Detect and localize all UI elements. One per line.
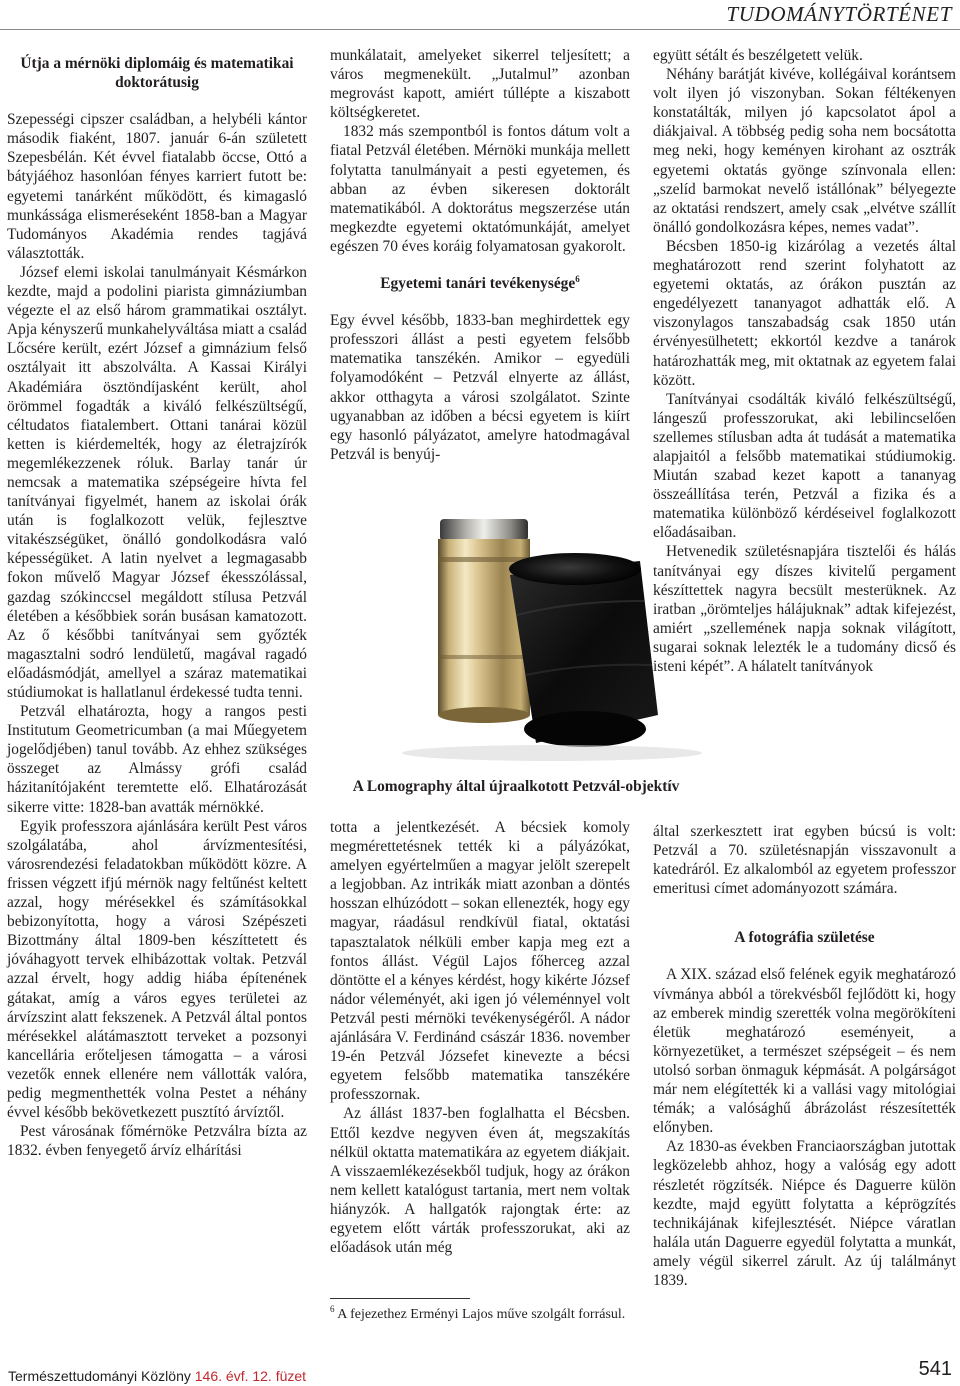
paragraph: A XIX. század első felének egyik meghatározó vívmánya abból a törekvésből fejlődött ki, hogy az emberek mindig szerették volna megörökíteni életük meghatározó eseményeit, a környezetüket, a természet szépségeit – és nem utolsó sorban önmaguk képmását. A polgárságot már nem elégítették ki a vallási vagy mitológiai témák; a valósághű ábrázolást részesítették előnyben. — [653, 966, 956, 1137]
paragraph: együtt sétált és beszélgetett velük. — [653, 47, 863, 64]
paragraph: totta a jelentkezését. A bécsiek komoly megmérettetésnek tették ki a pályázókat, amelyen egyértelműen a magyar jelölt szerepelt a legjobban. Az intrikák miatt azonban a döntés hosszan elhúzódott – sokan ellenezték, hogy egy magyar, ráadásul rendkívül fiatal, oktatási tapasztalatok nélküli ember kapja meg ezt a fontos állást. Végül Lajos főherceg azzal döntötte el a kényes kérdést, hogy kikérte József nádor véleményét, aki igen jó véleménnyel volt Petzvál pesti mérnöki tevékenységéről. A nádor ajánlására V. Ferdinánd császár 1836. november 19-én Petzvál Józsefet kinevezte a bécsi egyetem felsőbb matematika tanszékére professzornak. — [330, 819, 630, 1104]
footnote-rule — [330, 1298, 470, 1299]
column-3-top — [653, 46, 956, 676]
footnote-text: A fejezethez Erményi Lajos műve szolgált forrásul. — [337, 1307, 626, 1322]
paragraph: Néhány barátját kivéve, kollégáival korántsem volt ilyen jó viszonyban. Sokan féltékenyen konstatálták, milyen jó kapcsolatot ápol a diákjaival. A többség pedig soha nem bocsátotta meg neki, hogy keményen kirohant az osztrák egyetemi oktatás gyönge színvonala ellen: „szelíd barmokat nevelő istállónak” bélyegezte az oktatási rendszert, amely csak „elvétve szállít önálló gondolkozásra képes, nemes vadat”. — [653, 66, 956, 236]
journal-title: Természettudományi Közlöny — [8, 1368, 191, 1384]
paragraph: Egy évvel később, 1833-ban meghirdettek egy professzori állást a pesti egyetem felsőbb matematika tanszékén. Amikor – egyedüli folyamodóként – Petzvál elnyerte az állást, akkor otthagyta a városi szolgálatot. Szinte ugyanabban az időben a bécsi egyetem is kiírt egy hasonló pályázatot, amelyre hatodmagával Petzvál is benyúj- — [330, 312, 630, 463]
paragraph: Az 1830-as években Franciaországban jutottak legközelebb ahhoz, hogy a valóság egy adott részletét rögzítsék. Niépce és Daguerre külön kezdte, majd együtt folytatta a képrögzítés technikájának kifejlesztését. Niépce váratlan halála után Daguerre egyedül folytatta a munkát, amely végül sikerrel zárult. Az új találmányt 1839. — [653, 1138, 956, 1289]
footer-journal — [8, 1368, 306, 1384]
paragraph: Tanítványai csodálták kiváló felkészültségű, lángeszű professzorukat, aki lebilincselően szellemes stílusban adta át tudását a matematika alapjaitól a felsőbb matematikai stúdiumokig. Miután szabad kezet kapott a tananyag összeállítása terén, Petzvál a fizika és a matematika különböző kérdéseivel foglalkozott előadásaiban. — [653, 390, 956, 542]
paragraph: 1832 más szempontból is fontos dátum volt a fiatal Petzvál életében. Mérnöki munkája mellett folytatta tanulmányait a pesti egyetemen, és abban az évben sikeresen doktorált matematikából. A doktorátus megszerzése után megkezdte egyetemi oktatómunkáját, amelyet egészen 70 éves koráig folyamatosan gyakorolt. — [330, 123, 631, 255]
section-heading-photography: A fotográfia születése — [734, 929, 875, 947]
journal-issue: 146. évf. 12. füzet — [194, 1368, 307, 1384]
paragraph: munkálatait, amelyeket sikerrel teljesített; a város megmenekült. „Jutalmul” azonban megrovást kapott, amiért túllépte a kiszabott költségkeretet. — [330, 47, 630, 122]
black-lens-cap — [509, 553, 658, 747]
paragraph: Bécsben 1850-ig kizárólag a vezetés által meghatározott rend szerint folyhatott az egyetemi oktatás, az órákon pusztán az engedélyezett tananyagot adhatták elő. A viszonylagos tanszabadság csak 1850 után érvényesülhetett; ekkortól kezdve a tanárok határozhatták meg, mit oktatnak az egyetem falai között. — [653, 237, 956, 389]
header-rule — [0, 29, 960, 30]
section-heading-professorship: Egyetemi tanári tevékenysége$^6$ — [380, 274, 580, 293]
section-heading-diploma: Útja a mérnöki diplomáig és matematikai doktorátusig — [20, 55, 294, 92]
paragraph: Hetvenedik születésnapjára tisztelői és hálás tanítványai egy díszes kivitelű pergament készíttettek nagyra becsült mesterüknek. Az iratban „örömteljes hálájuknak” adtak kifejezést, amiért „szellemének napja soknak világított, sugarai soknak lelezték le a tudomány dicső és isteni képét”. A hálatelt tanítványok — [653, 543, 956, 675]
photo-caption: A Lomography által újraalkotott Petzvál-objektív — [352, 778, 680, 795]
paragraph: Szepességi cipszer családban, a helybéli kántor második fiaként, 1807. január 6-án született Szepesbélán. Két évvel fiatalabb öccse, Ottó a bátyjáéhoz hasonlóan fényes karriert futott be: egyetemi tanárként működött, és kimagasló munkássága elismeréseként 1858-ban a Magyar Tudományos Akadémia rendes tagjává választották. — [7, 111, 307, 262]
running-head: TUDOMÁNYTÖRTÉNET — [726, 2, 952, 26]
paragraph: József elemi iskolai tanulmányait Késmárkon kezdte, majd a podolini piarista gimnáziumban végezte el az első három grammatikai osztályt. Apja kényszerű munkahelyváltása miatt a család Lőcsére került, ezért József a gimnázium felső osztályait itt abszolválta. A Kassai Királyi Akadémiára ösztöndíjasként került, ahol örömmel fogadták a kiváló felkészültségű, céltudatos fiatalembert. Ottani tanárai közül ketten is kiérdemelték, hogy az életrajzírók megemlékezzenek róluk. Barlay tanár úr nemcsak a matematika szépségeire hívta fel tanítványai figyelmét, hanem az iskolai órák után is foglalkozott velük, fejlesztve vitakészségüket, önálló gondolkodásra való képességüket. A latin nyelvet a legmagasabb fokon művelő Magyar József ékesszólással, gazdag szókinccsel megáldott stílusa Petzvál életében a későbbiek során busásan kamatozott. Az ő későbbi tanítványai sem győzték magasztalni sodró lendületű, magával ragadó előadásmódját, amellyel a száraz matematikai stúdiumokat is hallatlanul érdekessé tudta tenni. — [7, 263, 307, 701]
column-2-top — [330, 46, 630, 464]
column-3-bottom — [653, 822, 956, 1290]
paragraph: Egyik professzora ajánlására került Pest város szolgálatába, ahol árvízmentesítési, városrendezési feladatokban működött közre. A frissen végzett ifjú mérnök nagy feltűnést keltett azzal, hogy mérésekkel és számításokkal bebizonyította, hogy a városi Szépészeti Bizottmány által 1809-ben készíttetett és jóváhagyott tervek elhibázottak voltak. Petzvál azzal érvelt, hogy addig hiába építenének gátakat, amíg a város egyes területei az árvízszint alatt fekszenek. A Petzvál által pontos mérésekkel alátámasztott terveket a pozsonyi kancellária erőteljesen támogatta – a városi vezetők ennek ellenére nem vállották valóra, pedig megmenthették volna Pestet a néhány évvel később bekövetkezett pusztító árvíztől. — [7, 817, 307, 1122]
paragraph: Petzvál elhatározta, hogy a rangos pesti Institutum Geometricumban (a mai Műegyetem jogelődjében) tanul tovább. Az ehhez szükséges összeget az Almássy grófi család házitanítójaként teremtette elő. Elhatározását sikerre vitte: 1828-ban avatták mérnökké. — [7, 703, 307, 816]
column-1 — [7, 54, 307, 1160]
footnote-number: 6 — [330, 1304, 335, 1314]
footnote — [330, 1305, 630, 1324]
paragraph: Az állást 1837-ben foglalhatta el Bécsben. Ettől kezdve negyven éven át, megszakítás nélkül oktatta matematikára az egyetem diákjait. A visszaemlékezésekből tudjuk, hogy az órákon nem kellett katalógust tartania, mert nem voltak hiányzók. A hallgatók rajongtak érte: az egyetem előtt várták professzorukat, aki az előadások után még — [330, 1105, 630, 1257]
paragraph: Pest városának főmérnöke Petzválra bízta az 1832. évben fenyegető árvíz elhárítási — [7, 1123, 307, 1160]
paragraph: által szerkesztett irat egyben búcsú is volt: Petzvál a 70. születésnapján visszavonult a katedráról. Ez alkalomból az egyetem professzor emeritusi címet adományozott számára. — [653, 823, 956, 898]
footnote-ref: 6 — [575, 274, 580, 285]
column-2-bottom — [330, 818, 630, 1257]
brass-lens — [438, 519, 530, 723]
page-number: 541 — [918, 1358, 952, 1380]
